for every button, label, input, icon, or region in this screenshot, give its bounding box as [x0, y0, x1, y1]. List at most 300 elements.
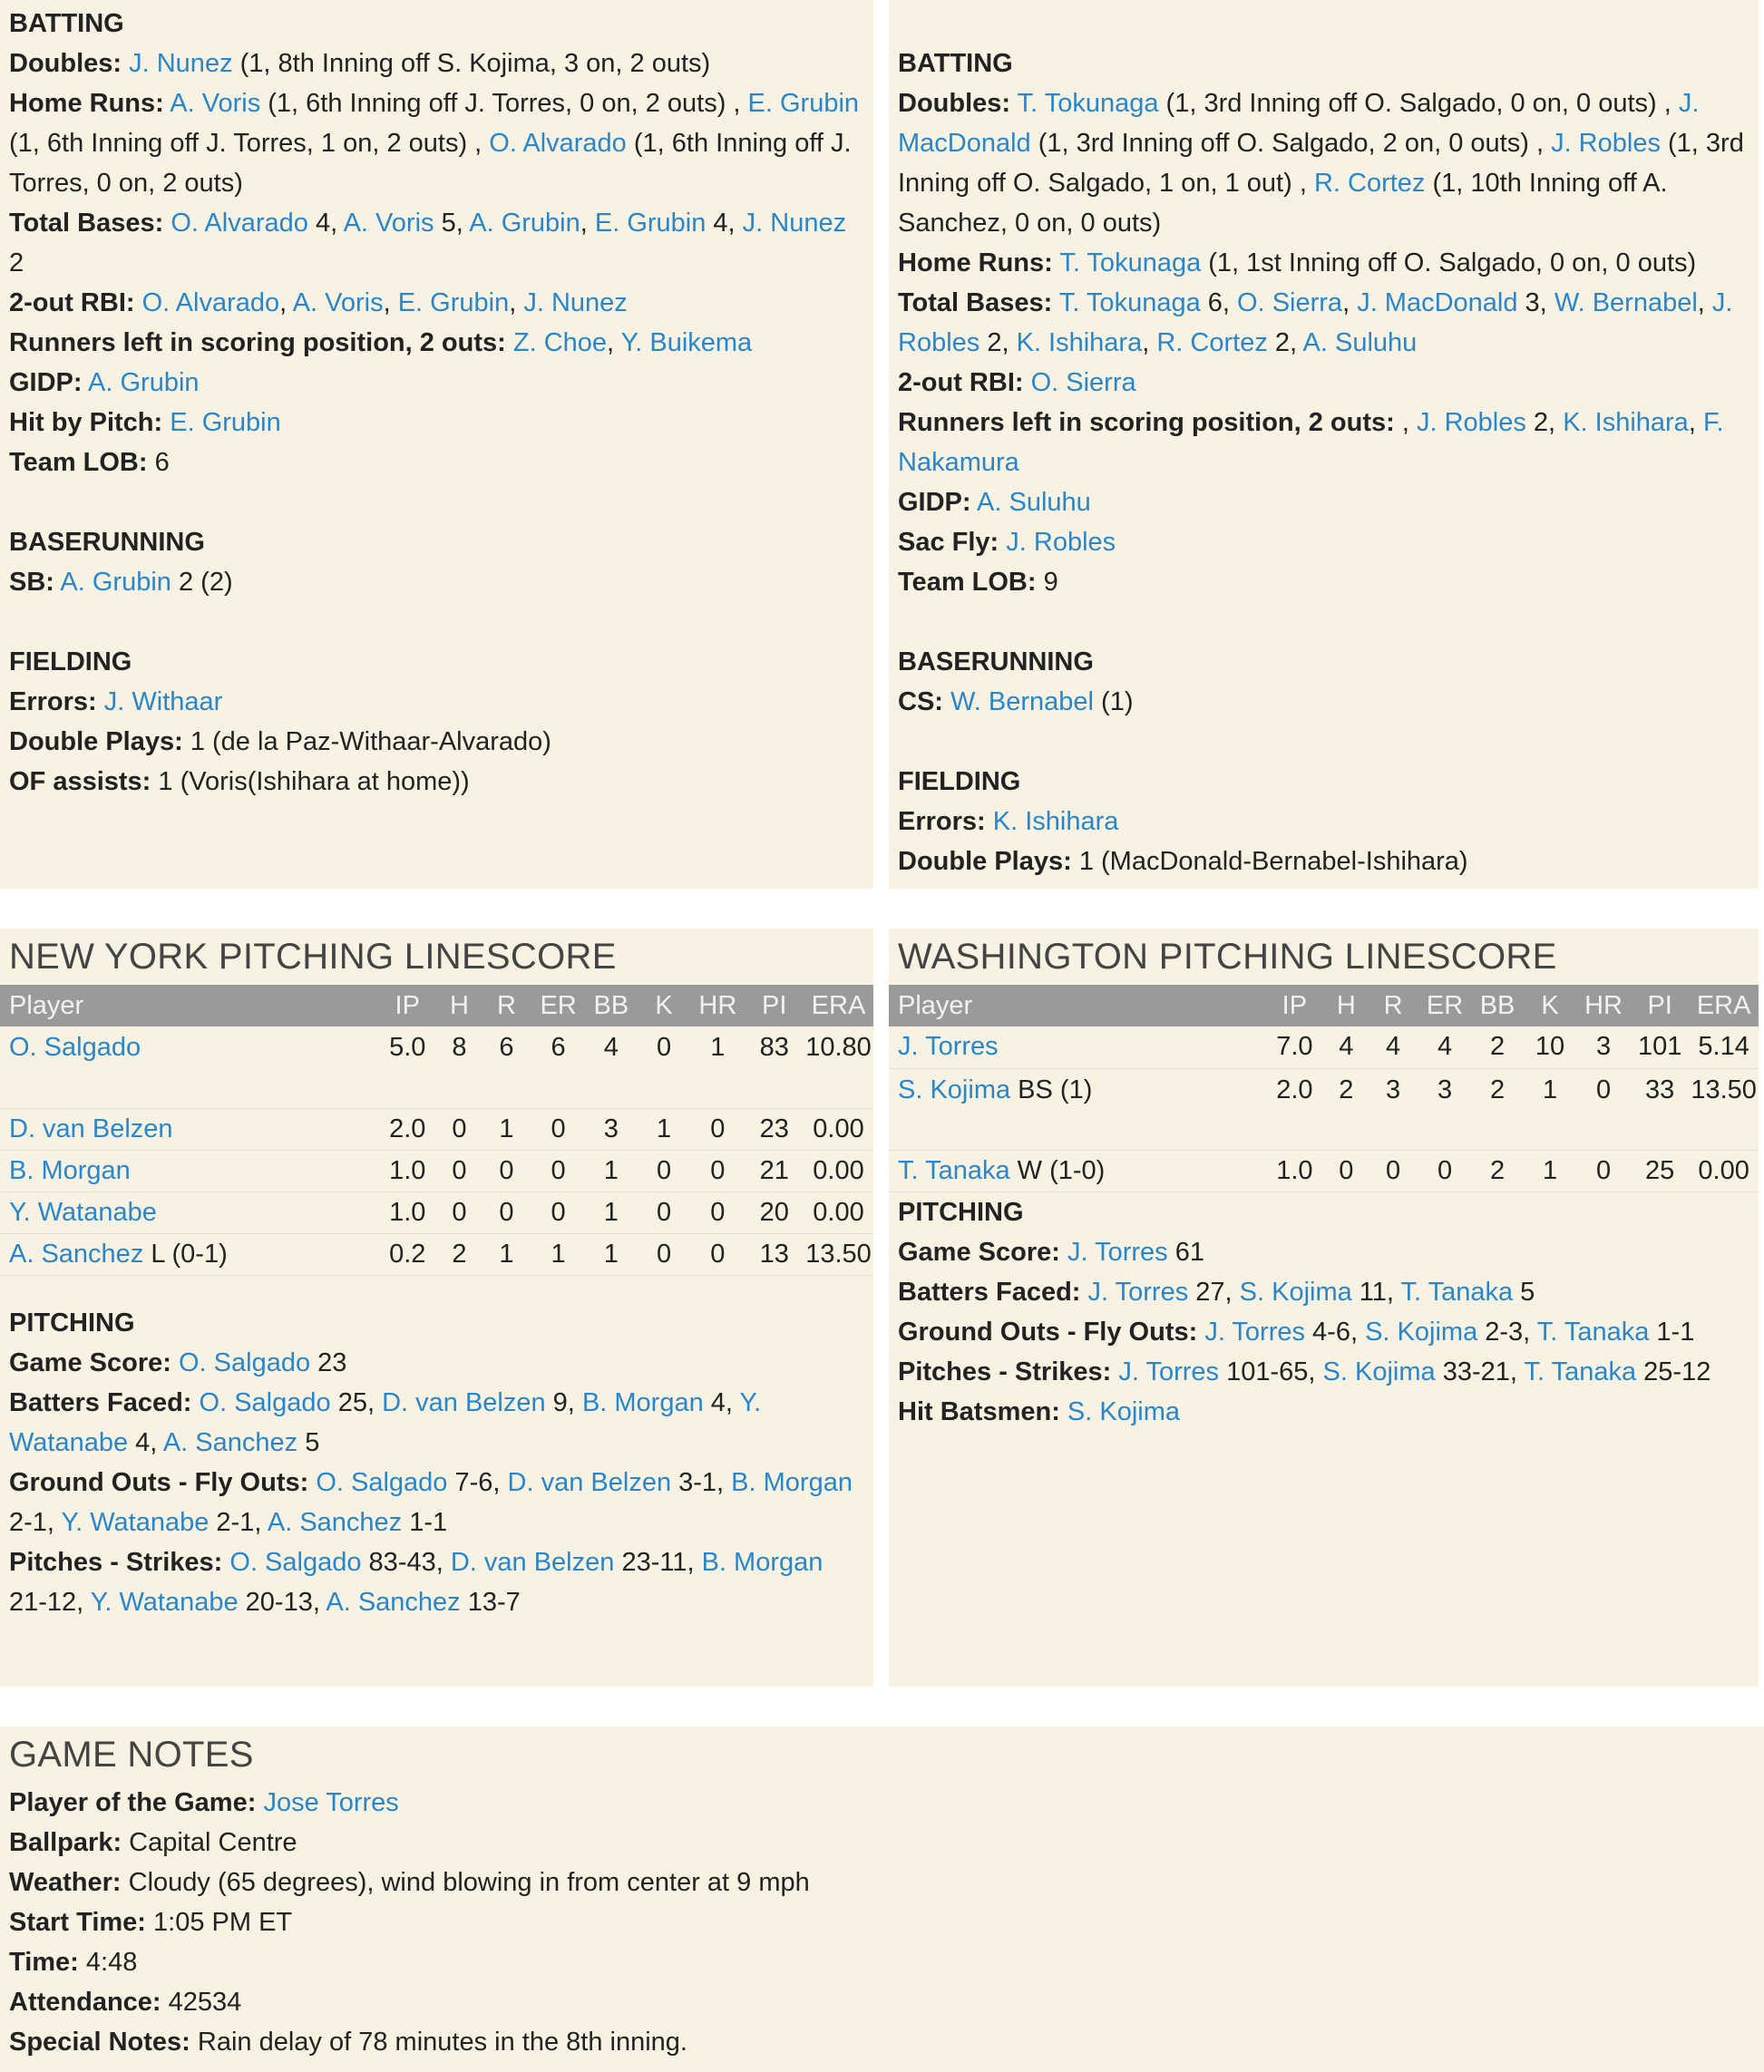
player-stat-detail: (1, 6th Inning off J. Torres, 0 on, 2 outs) ,	[260, 89, 748, 118]
ground-fly-outs-line: Ground Outs - Fly Outs: J. Torres 4-6, S. Kojima 2-3, T. Tanaka 1-1	[898, 1317, 1695, 1347]
player-link[interactable]: E. Grubin	[594, 209, 707, 238]
stat-cell: 23	[759, 1114, 789, 1143]
stat-cell: 2	[1339, 1075, 1354, 1104]
player-link[interactable]: A. Voris	[343, 209, 434, 238]
game-notes-panel	[0, 1727, 1764, 2072]
player-link[interactable]: Y. Watanabe	[9, 1197, 157, 1227]
player-stat-detail: ,	[383, 288, 398, 317]
player-link[interactable]: T. Tokunaga	[1059, 248, 1202, 277]
total-bases-line: Total Bases: T. Tokunaga 6, O. Sierra, J. MacDonald 3, W. Bernabel, J. Robles 2, K. Ishihara, R. Cortez 2, A. Suluhu	[898, 288, 1733, 357]
player-link[interactable]: D. van Belzen	[507, 1467, 672, 1497]
stat-cell: 1	[499, 1239, 514, 1269]
player-link[interactable]: T. Tokunaga	[1017, 89, 1159, 118]
player-link[interactable]: A. Suluhu	[977, 488, 1091, 517]
column-header: PI	[1631, 985, 1689, 1026]
stat-cell: 0	[1437, 1155, 1453, 1185]
stat-cell: 5.14	[1698, 1032, 1749, 1062]
double-plays-line: Double Plays: 1 (MacDonald-Bernabel-Ishihara)	[898, 847, 1468, 876]
player-link[interactable]: J. Robles	[1006, 528, 1116, 557]
player-stat-detail: 101-65,	[1219, 1357, 1323, 1386]
player-stat-detail: 9,	[545, 1387, 582, 1417]
was-pitching-panel	[889, 929, 1759, 1687]
player-link[interactable]: B. Morgan	[701, 1547, 824, 1577]
stat-cell: 0.00	[1698, 1155, 1749, 1185]
player-stat-detail: 23-11,	[614, 1547, 702, 1577]
stat-cell: 0	[551, 1197, 566, 1227]
table-row	[889, 1150, 1759, 1192]
player-link[interactable]: J. Withaar	[103, 687, 223, 716]
stat-cell: 10.80	[805, 1033, 872, 1062]
player-link[interactable]: E. Grubin	[170, 408, 281, 437]
stat-cell: 0	[452, 1197, 467, 1227]
stat-cell: 0	[499, 1197, 514, 1227]
ny-pitching-panel	[0, 929, 873, 1687]
stat-cell: 1	[603, 1155, 619, 1185]
stat-cell: 2	[452, 1239, 467, 1269]
player-stat-detail: 4-6,	[1305, 1317, 1366, 1347]
stat-cell: 13	[759, 1239, 789, 1269]
stat-cell: 0	[657, 1155, 672, 1185]
column-header: ER	[1418, 985, 1471, 1026]
decision-note: L (0-1)	[143, 1239, 228, 1269]
was-batting-panel	[889, 0, 1759, 889]
weather-line: Weather: Cloudy (65 degrees), wind blowing in from center at 9 mph	[9, 1868, 810, 1897]
stat-cell: 0	[1386, 1155, 1401, 1185]
player-cell	[889, 1026, 1264, 1068]
player-stat-detail: 27,	[1188, 1277, 1240, 1307]
was-pitching-title: WASHINGTON PITCHING LINESCORE	[898, 937, 1557, 977]
start-time-line: Start Time: 1:05 PM ET	[9, 1908, 293, 1937]
table-row	[0, 1150, 873, 1192]
column-header: ERA	[804, 985, 873, 1026]
player-stat-detail: 13-7	[460, 1587, 521, 1617]
stat-cell: 1	[551, 1239, 566, 1269]
stat-cell: 1	[603, 1197, 619, 1227]
player-stat-detail: ,	[607, 328, 621, 357]
player-stat-detail: 5	[297, 1427, 320, 1457]
double-plays-line: Double Plays: 1 (de la Paz-Withaar-Alvarado)	[9, 727, 551, 756]
special-notes-line: Special Notes: Rain delay of 78 minutes in the 8th inning.	[9, 2028, 687, 2057]
stat-cell: 2	[1489, 1075, 1506, 1104]
stat-cell: 10	[1535, 1032, 1565, 1062]
player-stat-detail: (1, 10th Inning off A. Sanchez, 0 on, 0 outs)	[898, 169, 1668, 238]
column-header: K	[638, 985, 690, 1026]
player-link[interactable]: J. Torres	[1118, 1357, 1220, 1386]
two-out-rbi-line: 2-out RBI: O. Sierra	[898, 368, 1136, 397]
fielding-header: FIELDING	[9, 647, 132, 676]
stat-cell: 21	[759, 1155, 789, 1185]
player-stat-detail: (1, 3rd Inning off O. Salgado, 0 on, 0 outs) ,	[1158, 89, 1679, 118]
stat-cell: 4	[603, 1033, 619, 1062]
pitching-header: PITCHING	[898, 1197, 1024, 1227]
stat-cell: 0	[710, 1155, 726, 1185]
player-link[interactable]: K. Ishihara	[1016, 328, 1143, 357]
player-cell	[0, 1108, 377, 1150]
stat-cell: 0	[551, 1114, 566, 1143]
player-link[interactable]: F. Nakamura	[898, 408, 1724, 477]
stat-cell: 0.00	[813, 1155, 864, 1185]
stat-cell: 0	[710, 1197, 726, 1227]
player-link[interactable]: Y. Watanabe	[9, 1387, 762, 1457]
stat-cell: 101	[1637, 1032, 1682, 1062]
player-stat-detail: 4,	[703, 1387, 740, 1417]
player-link[interactable]: O. Salgado	[229, 1547, 362, 1577]
player-link[interactable]: J. Torres	[1087, 1277, 1189, 1307]
player-link[interactable]: J. MacDonald	[898, 89, 1700, 158]
player-stat-detail: 61	[1167, 1237, 1204, 1267]
stat-cell: 1.0	[389, 1155, 426, 1185]
player-stat-detail: ,	[1142, 328, 1157, 357]
stat-cell: 0	[657, 1033, 672, 1062]
stat-cell: 1	[499, 1114, 514, 1143]
column-header: IP	[1264, 985, 1324, 1026]
stat-cell: 2	[1489, 1155, 1506, 1185]
player-stat-detail: ,	[1342, 288, 1358, 317]
batting-header: BATTING	[898, 49, 1013, 78]
player-link[interactable]: O. Sierra	[1237, 288, 1343, 317]
column-header: ERA	[1689, 985, 1759, 1026]
player-stat-detail: 2-1,	[209, 1507, 268, 1537]
player-link[interactable]: J. Robles	[1416, 408, 1526, 437]
table-row	[0, 1192, 873, 1233]
player-stat-detail: 5	[1513, 1277, 1535, 1307]
player-stat-detail: 23	[310, 1347, 347, 1377]
player-link[interactable]: S. Kojima	[1322, 1357, 1436, 1386]
player-link[interactable]: B. Morgan	[731, 1467, 853, 1497]
player-link[interactable]: A. Voris	[170, 89, 261, 118]
pitches-strikes-line: Pitches - Strikes: J. Torres 101-65, S. Kojima 33-21, T. Tanaka 25-12	[898, 1357, 1711, 1386]
errors-line: Errors: K. Ishihara	[898, 807, 1119, 836]
player-link[interactable]: J. Torres	[1067, 1237, 1168, 1267]
stat-cell: 3	[603, 1114, 619, 1143]
column-header: ER	[532, 985, 585, 1026]
player-link[interactable]: Y. Buikema	[620, 328, 753, 357]
column-header: HR	[690, 985, 745, 1026]
pitching-header: PITCHING	[9, 1308, 135, 1338]
player-stat-detail: (1, 6th Inning off J. Torres, 0 on, 2 outs)	[9, 129, 852, 198]
player-link[interactable]: R. Cortez	[1313, 169, 1426, 198]
player-stat-detail: 4,	[128, 1427, 163, 1457]
stat-cell: 2.0	[1276, 1075, 1313, 1104]
player-link[interactable]: J. Robles	[1551, 129, 1661, 158]
player-link[interactable]: D. van Belzen	[9, 1114, 173, 1143]
total-bases-line: Total Bases: O. Alvarado 4, A. Voris 5, A. Grubin, E. Grubin 4, J. Nunez 2	[9, 209, 847, 277]
stat-cell: 0.00	[813, 1197, 864, 1227]
player-stat-detail: (1)	[1094, 687, 1134, 716]
stat-cell: 0	[657, 1197, 672, 1227]
player-link[interactable]: O. Alvarado	[171, 209, 308, 238]
stat-cell: 7.0	[1276, 1032, 1313, 1062]
stat-cell: 13.50	[1691, 1075, 1757, 1104]
time-line: Time: 4:48	[9, 1948, 138, 1977]
player-stat-detail: 21-12,	[9, 1587, 91, 1617]
player-stat-detail: 2,	[1267, 328, 1303, 357]
stat-cell: 3	[1437, 1075, 1453, 1104]
player-link[interactable]: K. Ishihara	[1563, 408, 1689, 437]
stat-cell: 0	[452, 1114, 467, 1143]
of-assists-line: OF assists: 1 (Voris(Ishihara at home))	[9, 767, 470, 796]
stat-cell: 0	[1339, 1155, 1354, 1185]
player-link[interactable]: J. MacDonald	[1357, 288, 1518, 317]
player-link[interactable]: T. Tanaka	[1536, 1317, 1650, 1347]
table-row	[889, 1026, 1759, 1068]
game-score-line: Game Score: O. Salgado 23	[9, 1347, 347, 1377]
stat-cell: 0	[657, 1239, 672, 1269]
player-cell	[0, 1192, 377, 1233]
baserunning-header: BASERUNNING	[9, 528, 205, 557]
cs-line: CS: W. Bernabel (1)	[898, 687, 1134, 716]
player-link[interactable]: A. Sanchez	[9, 1239, 144, 1269]
player-cell	[0, 1150, 377, 1192]
home-runs-line: Home Runs: A. Voris (1, 6th Inning off J. Torres, 0 on, 2 outs) , E. Grubin (1, 6th Inning off J. Torres, 1 on, 2 outs) , O. Alvarado (1, 6th Inning off J. Torres, 0 on, 2 outs)	[9, 89, 860, 198]
stat-cell: 0	[1595, 1155, 1612, 1185]
baserunning-header: BASERUNNING	[898, 647, 1094, 676]
player-link[interactable]: T. Tokunaga	[1058, 288, 1201, 317]
stat-cell: 0.00	[813, 1114, 864, 1143]
player-link[interactable]: J. Torres	[898, 1032, 999, 1062]
player-link[interactable]: T. Tanaka	[1524, 1357, 1637, 1386]
ground-fly-outs-line: Ground Outs - Fly Outs: O. Salgado 7-6, D. van Belzen 3-1, B. Morgan 2-1, Y. Watanabe 2-1, A. Sanchez 1-1	[9, 1467, 853, 1537]
player-link[interactable]: E. Grubin	[397, 288, 510, 317]
player-link[interactable]: B. Morgan	[581, 1387, 704, 1417]
player-stat-detail: 2-1,	[9, 1507, 62, 1537]
player-link[interactable]: A. Voris	[292, 288, 384, 317]
sac-fly-line: Sac Fly: J. Robles	[898, 528, 1116, 557]
player-stat-detail: (1, 3rd Inning off O. Salgado, 1 on, 1 out) ,	[898, 129, 1744, 198]
stat-cell: 1	[710, 1033, 726, 1062]
stat-cell: 25	[1645, 1155, 1675, 1185]
player-stat-detail: 2,	[979, 328, 1017, 357]
ny-pitching-title: NEW YORK PITCHING LINESCORE	[9, 937, 617, 977]
player-stat-detail: ,	[1697, 288, 1712, 317]
stat-cell: 3	[1595, 1032, 1612, 1062]
batting-header: BATTING	[9, 9, 124, 38]
player-stat-detail: 1-1	[402, 1507, 448, 1537]
player-stat-detail: 3,	[1517, 288, 1554, 317]
gidp-line: GIDP: A. Suluhu	[898, 488, 1091, 517]
stat-cell: 33	[1645, 1075, 1675, 1104]
player-stat-detail: ,	[1688, 408, 1703, 437]
batters-faced-line: Batters Faced: O. Salgado 25, D. van Belzen 9, B. Morgan 4, Y. Watanabe 4, A. Sanchez 5	[9, 1387, 762, 1457]
player-cell	[0, 1026, 377, 1108]
column-header: R	[481, 985, 531, 1026]
player-stat-detail: 2	[9, 248, 24, 277]
player-cell	[889, 1068, 1264, 1150]
player-stat-detail: 2-3,	[1477, 1317, 1537, 1347]
player-link[interactable]: T. Tanaka	[1400, 1277, 1514, 1307]
player-stat-detail: 4,	[706, 209, 743, 238]
player-link[interactable]: S. Kojima	[1365, 1317, 1478, 1347]
stat-cell: 0.2	[389, 1239, 426, 1269]
doubles-line: Doubles: T. Tokunaga (1, 3rd Inning off O. Salgado, 0 on, 0 outs) , J. MacDonald (1, 3rd Inning off O. Salgado, 2 on, 0 outs) , J. Robles (1, 3rd Inning off O. Salgado, 1 on, 1 out) , R. Cortez (1, 10th Inning off A. Sanchez, 0 on, 0 outs)	[898, 89, 1744, 238]
player-link[interactable]: J. Torres	[1204, 1317, 1305, 1347]
player-link[interactable]: A. Grubin	[469, 209, 580, 238]
ny-batting-panel	[0, 0, 873, 889]
batters-faced-line: Batters Faced: J. Torres 27, S. Kojima 11, T. Tanaka 5	[898, 1277, 1535, 1307]
player-link[interactable]: W. Bernabel	[950, 687, 1094, 716]
decision-note: BS (1)	[1010, 1075, 1093, 1104]
stat-cell: 1	[603, 1239, 619, 1269]
player-link[interactable]: O. Salgado	[9, 1033, 141, 1062]
potg-line: Player of the Game: Jose Torres	[9, 1788, 399, 1817]
player-stat-detail: 2 (2)	[171, 568, 233, 597]
player-stat-detail: 33-21,	[1435, 1357, 1525, 1386]
stat-cell: 5.0	[389, 1033, 426, 1062]
stat-cell: 4	[1339, 1032, 1354, 1062]
column-header: H	[1325, 985, 1369, 1026]
column-header: K	[1524, 985, 1576, 1026]
player-link[interactable]: A. Sanchez	[326, 1587, 461, 1617]
stat-cell: 83	[759, 1033, 789, 1062]
fielding-header: FIELDING	[898, 767, 1021, 796]
player-stat-detail: (1, 1st Inning off O. Salgado, 0 on, 0 outs)	[1201, 248, 1697, 277]
ny-pitching-table	[0, 985, 873, 1276]
stat-cell: 6	[499, 1033, 514, 1062]
player-stat-detail: 5,	[434, 209, 470, 238]
gidp-line: GIDP: A. Grubin	[9, 368, 200, 397]
player-link[interactable]: O. Salgado	[178, 1347, 311, 1377]
column-header: Player	[0, 985, 377, 1026]
player-link[interactable]: E. Grubin	[747, 89, 860, 118]
stat-cell: 13.50	[805, 1239, 872, 1269]
column-header: H	[438, 985, 482, 1026]
stat-cell: 1.0	[389, 1197, 426, 1227]
stat-cell: 4	[1386, 1032, 1401, 1062]
stat-cell: 1	[657, 1114, 672, 1143]
was-pitching-table	[889, 985, 1759, 1192]
player-stat-detail: 3-1,	[671, 1467, 732, 1497]
player-stat-detail: (1, 6th Inning off J. Torres, 1 on, 2 outs) ,	[9, 129, 490, 158]
stat-cell: 0	[710, 1239, 726, 1269]
stat-cell: 8	[452, 1033, 467, 1062]
player-stat-detail: 1-1	[1649, 1317, 1695, 1347]
player-cell	[889, 1150, 1264, 1192]
player-link[interactable]: A. Grubin	[88, 368, 200, 397]
column-header: R	[1368, 985, 1418, 1026]
hit-batsmen-line: Hit Batsmen: S. Kojima	[898, 1396, 1181, 1426]
player-link[interactable]: A. Sanchez	[267, 1507, 403, 1537]
player-link[interactable]: A. Suluhu	[1302, 328, 1418, 357]
player-link[interactable]: J. Nunez	[129, 49, 233, 78]
table-row	[0, 1108, 873, 1150]
player-link[interactable]: D. van Belzen	[382, 1387, 546, 1417]
table-row	[0, 1233, 873, 1275]
player-link[interactable]: J. Robles	[898, 288, 1733, 357]
player-link[interactable]: O. Salgado	[316, 1467, 448, 1497]
sb-line: SB: A. Grubin 2 (2)	[9, 568, 233, 597]
player-link[interactable]: O. Alvarado	[141, 288, 280, 317]
player-stat-detail: 25,	[330, 1387, 383, 1417]
player-link[interactable]: R. Cortez	[1156, 328, 1268, 357]
column-header: IP	[377, 985, 438, 1026]
player-stat-detail: 4,	[307, 209, 344, 238]
player-link[interactable]: K. Ishihara	[992, 807, 1119, 836]
home-runs-line: Home Runs: T. Tokunaga (1, 1st Inning off O. Salgado, 0 on, 0 outs)	[898, 248, 1697, 277]
stat-cell: 0	[452, 1155, 467, 1185]
player-stat-detail: 20-13,	[238, 1587, 326, 1617]
two-out-rbi-line: 2-out RBI: O. Alvarado, A. Voris, E. Grubin, J. Nunez	[9, 288, 628, 317]
doubles-line: Doubles: J. Nunez (1, 8th Inning off S. Kojima, 3 on, 2 outs)	[9, 49, 711, 78]
stat-cell: 2.0	[389, 1114, 426, 1143]
stat-cell: 20	[759, 1197, 789, 1227]
stat-cell: 1	[1542, 1155, 1558, 1185]
column-header: PI	[746, 985, 804, 1026]
attendance-line: Attendance: 42534	[9, 1988, 242, 2017]
player-stat-detail: 11,	[1351, 1277, 1401, 1307]
player-link[interactable]: A. Sanchez	[162, 1427, 298, 1457]
column-header: BB	[1471, 985, 1524, 1026]
player-link[interactable]: S. Kojima	[898, 1075, 1011, 1104]
player-cell	[0, 1233, 377, 1275]
player-stat-detail: 7-6,	[447, 1467, 508, 1497]
stat-cell: 0	[710, 1114, 726, 1143]
player-link[interactable]: S. Kojima	[1239, 1277, 1352, 1307]
game-notes-title: GAME NOTES	[9, 1735, 254, 1775]
player-link[interactable]: Z. Choe	[512, 328, 608, 357]
player-link[interactable]: S. Kojima	[1067, 1396, 1181, 1426]
player-link[interactable]: O. Sierra	[1030, 368, 1136, 397]
player-link[interactable]: O. Salgado	[199, 1387, 331, 1417]
player-link[interactable]: B. Morgan	[9, 1155, 131, 1185]
player-link[interactable]: J. Nunez	[523, 288, 628, 317]
player-link[interactable]: J. Nunez	[742, 209, 847, 238]
player-stat-detail: ,	[509, 288, 524, 317]
player-stat-detail: 2,	[1525, 408, 1564, 437]
player-link[interactable]: Y. Watanabe	[61, 1507, 210, 1537]
player-stat-detail: 25-12	[1636, 1357, 1711, 1386]
player-stat-detail: 6,	[1200, 288, 1238, 317]
hbp-line: Hit by Pitch: E. Grubin	[9, 408, 281, 437]
column-header: HR	[1576, 985, 1631, 1026]
stat-cell: 2	[1489, 1032, 1506, 1062]
stat-cell: 4	[1437, 1032, 1453, 1062]
team-lob-line: Team LOB: 6	[9, 448, 170, 477]
player-link[interactable]: Y. Watanabe	[90, 1587, 239, 1617]
ballpark-line: Ballpark: Capital Centre	[9, 1828, 297, 1857]
stat-cell: 0	[1595, 1075, 1612, 1104]
player-stat-detail: (1, 8th Inning off S. Kojima, 3 on, 2 outs)	[232, 49, 711, 78]
stat-cell: 1.0	[1276, 1155, 1313, 1185]
risp-line: Runners left in scoring position, 2 outs: , J. Robles 2, K. Ishihara, F. Nakamura	[898, 408, 1724, 477]
table-header-row	[889, 985, 1759, 1026]
player-link[interactable]: Jose Torres	[263, 1788, 399, 1817]
team-lob-line: Team LOB: 9	[898, 568, 1058, 597]
decision-note: W (1-0)	[1009, 1155, 1106, 1185]
pitches-strikes-line: Pitches - Strikes: O. Salgado 83-43, D. van Belzen 23-11, B. Morgan 21-12, Y. Watanabe 20-13, A. Sanchez 13-7	[9, 1547, 824, 1617]
column-header: BB	[585, 985, 638, 1026]
stat-cell: 0	[551, 1155, 566, 1185]
player-link[interactable]: W. Bernabel	[1554, 288, 1698, 317]
risp-line: Runners left in scoring position, 2 outs: Z. Choe, Y. Buikema	[9, 328, 753, 357]
stat-cell: 1	[1542, 1075, 1558, 1104]
game-score-line: Game Score: J. Torres 61	[898, 1237, 1204, 1267]
player-link[interactable]: A. Grubin	[60, 568, 171, 597]
table-header-row	[0, 985, 873, 1026]
player-stat-detail: ,	[279, 288, 293, 317]
player-stat-detail: 83-43,	[361, 1547, 451, 1577]
table-row	[0, 1026, 873, 1108]
stat-cell: 3	[1386, 1075, 1401, 1104]
errors-line: Errors: J. Withaar	[9, 687, 223, 716]
player-link[interactable]: D. van Belzen	[450, 1547, 615, 1577]
player-stat-detail: (1, 3rd Inning off O. Salgado, 2 on, 0 outs) ,	[1030, 129, 1552, 158]
player-link[interactable]: T. Tanaka	[898, 1155, 1010, 1185]
player-link[interactable]: O. Alvarado	[489, 129, 627, 158]
stat-cell: 0	[499, 1155, 514, 1185]
column-header: Player	[889, 985, 1264, 1026]
stat-cell: 6	[551, 1033, 566, 1062]
table-row	[889, 1068, 1759, 1150]
